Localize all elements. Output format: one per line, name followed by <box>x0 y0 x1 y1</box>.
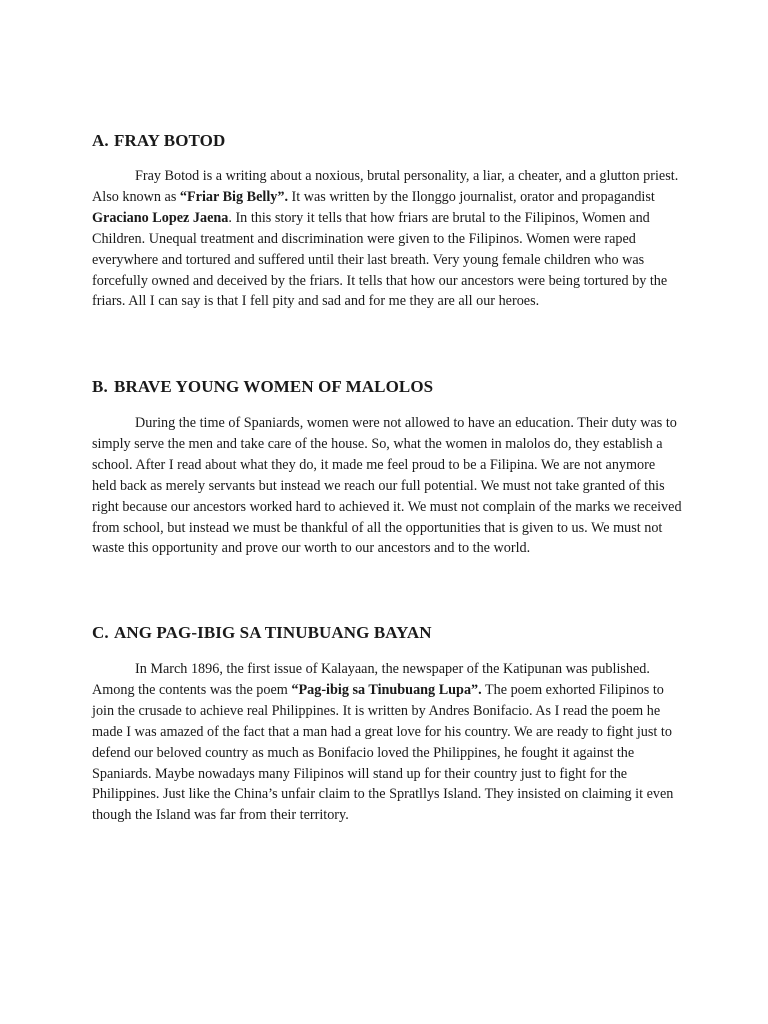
section-heading <box>92 377 682 397</box>
section-brave-young-women <box>92 377 682 559</box>
bold-text: “Friar Big Belly”. <box>179 188 288 205</box>
section-ang-pag-ibig <box>92 623 682 826</box>
paragraph-text: In March 1896, the first issue of Kalayaan, the newspaper of the Katipunan was published. Among the contents was the poem <box>92 661 650 698</box>
section-title: ANG PAG-IBIG SA TINUBUANG BAYAN <box>114 623 432 642</box>
paragraph-text: During the time of Spaniards, women were not allowed to have an education. Their duty was to simply serve the men and take care of the house. So, what the women in malolos do, they establish a school. After I read about what they do, it made me feel proud to be a Filipina. We are not anymore held back as merely servants but instead we reach our full potential. We must not take granted of this right because our ancestors worked hard to achieved it. We must not complain of the marks we received from school, but instead we must be thankful of all the opportunities that is given to us. We must not waste this opportunity and prove our worth to our ancestors and to the world. <box>92 415 682 557</box>
paragraph-text: . In this story it tells that how friars are brutal to the Filipinos, Women and Children. Unequal treatment and discrimination were given to the Filipinos. Women were raped everywhere and tortured and suffered until their last breath. Very young female children who was forcefully owned and deceived by the friars. It tells that how our ancestors were being tortured by the friars. All I can say is that I fell pity and sad and for me they are all our heroes. <box>92 209 668 310</box>
bold-text: Graciano Lopez Jaena <box>92 209 229 226</box>
section-paragraph <box>92 166 682 312</box>
section-heading <box>92 623 682 643</box>
section-title: FRAY BOTOD <box>114 131 226 150</box>
section-title: BRAVE YOUNG WOMEN OF MALOLOS <box>114 377 434 396</box>
section-paragraph <box>92 659 682 826</box>
section-fray-botod <box>92 131 682 312</box>
paragraph-text: It was written by the Ilonggo journalist, orator and propagandist <box>288 188 655 205</box>
paragraph-text: The poem exhorted Filipinos to join the crusade to achieve real Philippines. It is written by Andres Bonifacio. As I read the poem he made I was amazed of the fact that a man had a great love for his country. We are ready to fight just to defend our beloved country as much as Bonifacio loved the Philippines, he fought it against the Spaniards. Maybe nowadays many Filipinos will stand up for their country just to fight for the Philippines. Just like the China’s unfair claim to the Spratllys Island. They insisted on claiming it even though the Island was far from their territory. <box>92 681 674 824</box>
section-heading <box>92 131 682 151</box>
section-paragraph <box>92 413 682 559</box>
section-letter: B. <box>92 377 108 396</box>
section-letter: A. <box>92 131 109 150</box>
paragraph-text: Fray Botod is a writing about a noxious, brutal personality, a liar, a cheater, and a glutton priest. Also known as <box>92 168 679 205</box>
section-letter: C. <box>92 623 109 642</box>
bold-text: “Pag-ibig sa Tinubuang Lupa”. <box>291 681 482 698</box>
